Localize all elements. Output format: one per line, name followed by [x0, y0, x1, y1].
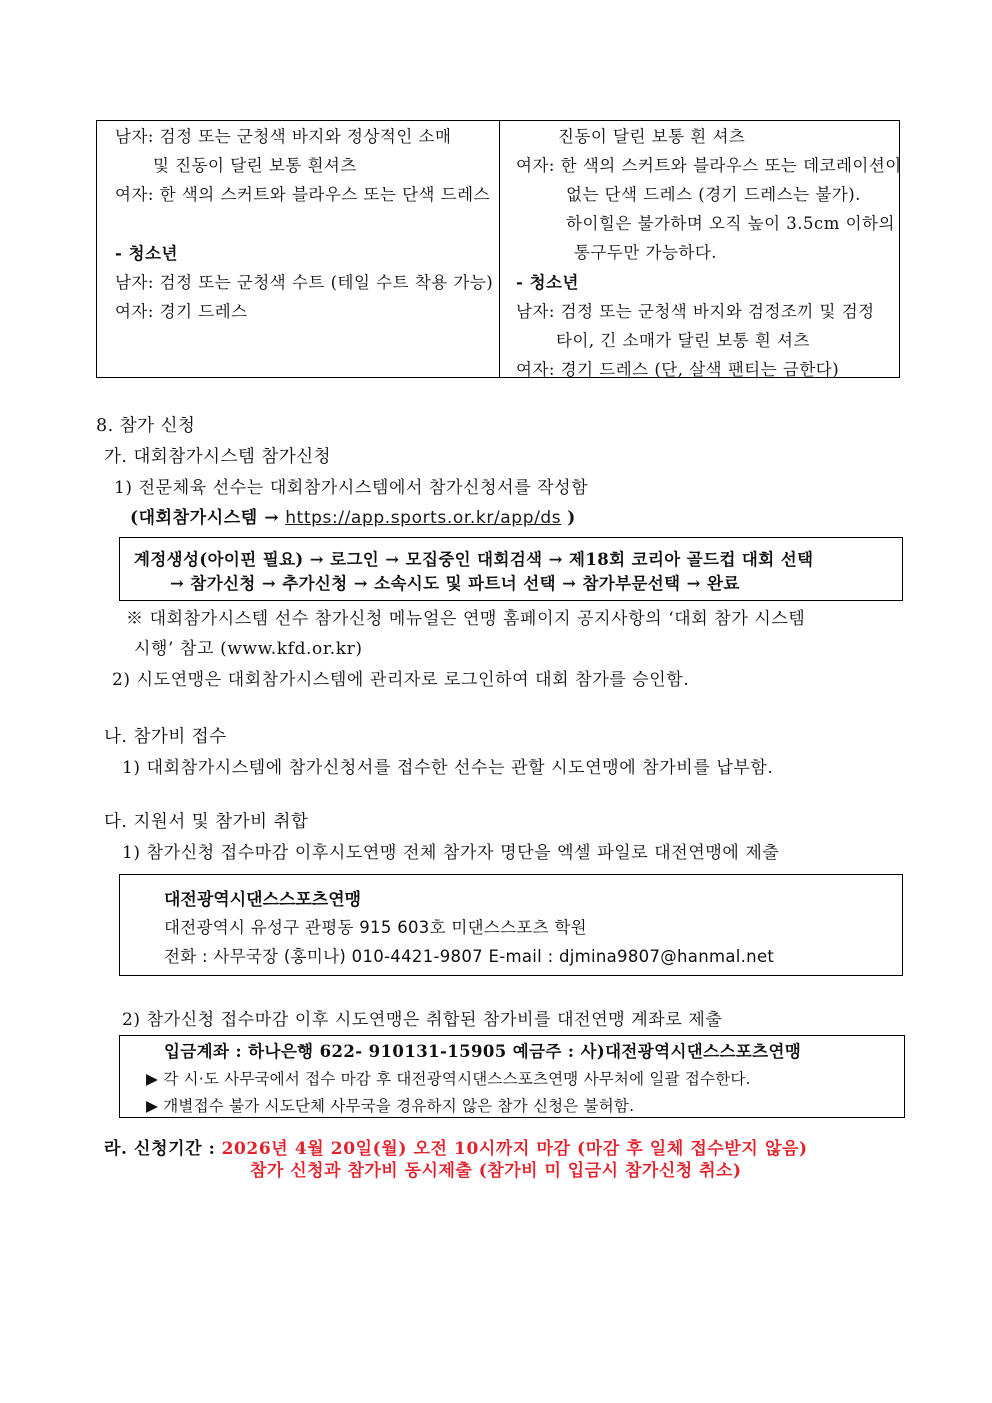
dress-right-line: 통구두만 가능하다. [574, 243, 718, 262]
da-item-2: 2) 참가신청 접수마감 이후 시도연맹은 취합된 참가비를 대전연맹 계좌로 제출 [122, 1010, 723, 1030]
org-name: 대전광역시댄스스포츠연맹 [164, 890, 362, 910]
registration-flow-box [119, 537, 903, 601]
account-box [119, 1035, 905, 1118]
system-url-suffix: ) [567, 508, 576, 528]
dress-left-line: 및 진동이 달린 보통 흰셔츠 [153, 156, 357, 175]
dress-right-line: 타이, 긴 소매가 달린 보통 흰 셔츠 [556, 331, 810, 350]
manual-note-line-2: 시행’ 참고 (www.kfd.or.kr) [134, 639, 363, 659]
dress-code-left-column [97, 121, 500, 377]
na-item-1: 1) 대회참가시스템에 참가신청서를 접수한 선수는 관할 시도연맹에 참가비를 납부함. [122, 758, 774, 778]
system-url-prefix: (대회참가시스템 → [130, 508, 280, 528]
subsection-title-ga: 가. 대회참가시스템 참가신청 [104, 447, 332, 467]
dress-right-line: 진동이 달린 보통 흰 셔츠 [558, 127, 746, 146]
dress-left-youth-heading: - 청소년 [115, 244, 178, 263]
dress-right-line: 여자: 경기 드레스 (단, 살색 팬티는 금한다) [516, 360, 840, 379]
registration-flow-line-2: → 참가신청 → 추가신청 → 소속시도 및 파트너 선택 → 참가부문선택 → 완료 [170, 574, 740, 593]
system-url-link[interactable]: https://app.sports.or.kr/app/ds [285, 508, 562, 528]
dress-right-line: 여자: 한 색의 스커트와 블라우스 또는 데코레이션이 [516, 156, 902, 175]
account-bullet-2: ▶ 개별접수 불가 시도단체 사무국을 경유하지 않은 참가 신청은 불허함. [146, 1097, 635, 1115]
dress-right-line: 남자: 검정 또는 군청색 바지와 검정조끼 및 검정 [516, 302, 875, 321]
manual-note-line-1: ※ 대회참가시스템 선수 참가신청 메뉴얼은 연맹 홈페이지 공지사항의 ‘대회 참가 시스템 [126, 609, 806, 629]
account-bullet-1: ▶ 각 시·도 사무국에서 접수 마감 후 대전광역시댄스스포츠연맹 사무처에 일괄 접수한다. [146, 1070, 751, 1088]
org-contact: 전화 : 사무국장 (홍미나) 010-4421-9807 E-mail : djmina9807@hanmal.net [164, 947, 775, 966]
ga-item-2: 2) 시도연맹은 대회참가시스템에 관리자로 로그인하여 대회 참가를 승인함. [112, 670, 690, 690]
application-deadline: 2026년 4월 20일(월) 오전 10시까지 마감 (마감 후 일체 접수받지 않음) [221, 1139, 808, 1159]
contact-box [119, 874, 903, 976]
section-title: 8. 참가 신청 [96, 416, 196, 436]
dress-code-table [96, 120, 900, 378]
application-note: 참가 신청과 참가비 동시제출 (참가비 미 입금시 참가신청 취소) [250, 1161, 742, 1181]
application-period-label: 라. 신청기간 : [104, 1139, 216, 1159]
system-url-line [130, 503, 576, 528]
dress-left-line: 남자: 검정 또는 군청색 수트 (테일 수트 착용 가능) [115, 273, 494, 292]
subsection-title-na: 나. 참가비 접수 [104, 727, 227, 747]
registration-flow-line-1: 계정생성(아이핀 필요) → 로그인 → 모집중인 대회검색 → 제18회 코리아 골드컵 대회 선택 [134, 550, 814, 569]
dress-left-line: 여자: 경기 드레스 [115, 302, 248, 321]
da-item-1: 1) 참가신청 접수마감 이후시도연맹 전체 참가자 명단을 엑셀 파일로 대전연맹에 제출 [122, 843, 780, 863]
account-info: 입금계좌 : 하나은행 622- 910131-15905 예금주 : 사)대전광역시댄스스포츠연맹 [164, 1042, 802, 1061]
ga-item-1: 1) 전문체육 선수는 대회참가시스템에서 참가신청서를 작성함 [114, 478, 589, 498]
dress-left-line: 남자: 검정 또는 군청색 바지와 정상적인 소매 [115, 127, 452, 146]
subsection-title-da: 다. 지원서 및 참가비 취합 [104, 812, 309, 832]
dress-right-line: 하이힐은 불가하며 오직 높이 3.5cm 이하의 [566, 214, 895, 233]
dress-right-line: 없는 단색 드레스 (경기 드레스는 불가). [566, 185, 861, 204]
dress-code-right-column [500, 121, 902, 379]
dress-left-line: 여자: 한 색의 스커트와 블라우스 또는 단색 드레스 [115, 185, 491, 204]
dress-right-youth-heading: - 청소년 [516, 273, 579, 292]
org-address: 대전광역시 유성구 관평동 915 603호 미댄스스포츠 학원 [164, 918, 587, 937]
